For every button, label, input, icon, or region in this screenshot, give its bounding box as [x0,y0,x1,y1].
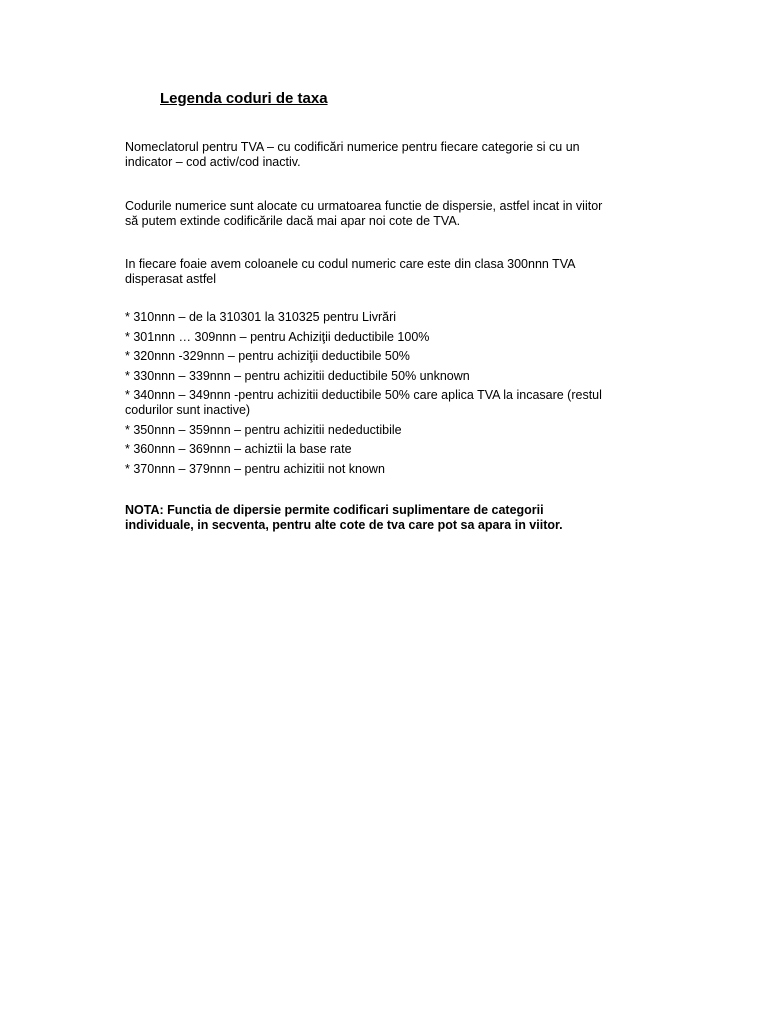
paragraph-nomenclator: Nomeclatorul pentru TVA – cu codificări numerice pentru fiecare categorie si cu un indicator – cod activ/cod inactiv. [125,140,580,169]
list-item: * 350nnn – 359nnn – pentru achizitii nedeductibile [125,422,402,437]
code-list [125,310,605,481]
list-item: * 310nnn – de la 310301 la 310325 pentru Livrări [125,310,397,324]
list-item: * 330nnn – 339nnn – pentru achizitii deductibile 50% unknown [125,368,470,383]
paragraph-dispersion: Codurile numerice sunt alocate cu urmatoarea functie de dispersie, astfel incat in viitor să putem extinde codificările dacă mai apar noi cote de TVA. [125,199,603,228]
nota-paragraph: NOTA: Functia de dipersie permite codificari suplimentare de categorii individuale, in secventa, pentru alte cote de tva care pot sa apara in viitor. [125,503,563,532]
list-item: * 340nnn – 349nnn -pentru achizitii deductibile 50% care aplica TVA la incasare (restul codurilor sunt inactive) [125,388,602,417]
paragraph-columns: In fiecare foaie avem coloanele cu codul numeric care este din clasa 300nnn TVA disperasat astfel [125,257,575,286]
list-item: * 320nnn -329nnn – pentru achiziţii deductibile 50% [125,349,410,363]
list-item: * 370nnn – 379nnn – pentru achizitii not known [125,461,385,476]
document-title: Legenda coduri de taxa [160,90,328,107]
list-item: * 301nnn … 309nnn – pentru Achiziţii deductibile 100% [125,329,430,344]
list-item: * 360nnn – 369nnn – achiztii la base rate [125,442,352,456]
